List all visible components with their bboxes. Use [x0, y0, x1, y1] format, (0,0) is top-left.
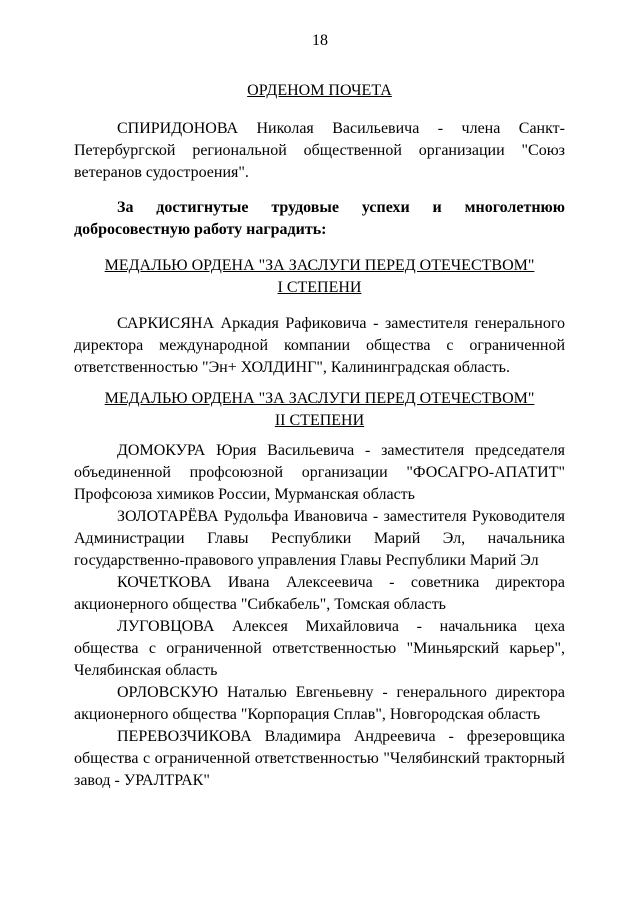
heading-line-1: МЕДАЛЬЮ ОРДЕНА "ЗА ЗАСЛУГИ ПЕРЕД ОТЕЧЕСТВОМ"	[104, 257, 535, 274]
award-entry-spiridonov: СПИРИДОНОВА Николая Васильевича - члена Санкт-Петербургской региональной общественной организации "Союз ветеранов судостроения".	[74, 120, 565, 181]
award-entry-sarkisyan: САРКИСЯНА Аркадия Рафиковича - заместителя генерального директора международной компании общества с ограниченной ответственностью "Эн+ ХОЛДИНГ", Калининградская область.	[74, 315, 565, 376]
heading-line-2: II СТЕПЕНИ	[274, 412, 365, 429]
heading-line-2: I СТЕПЕНИ	[277, 279, 362, 296]
award-entry-domokur: ДОМОКУРА Юрия Васильевича - заместителя председателя объединенной профсоюзной организации "ФОСАГРО-АПАТИТ" Профсоюза химиков России, Мурманская область	[74, 442, 565, 503]
section-heading-order-of-honor: ОРДЕНОМ ПОЧЕТА	[247, 82, 392, 99]
page-number: 18	[312, 32, 328, 49]
award-entry-lugovtsov: ЛУГОВЦОВА Алексея Михайловича - начальника цеха общества с ограниченной ответственностью "Миньярский карьер", Челябинская область	[74, 618, 565, 679]
heading-line-1: МЕДАЛЬЮ ОРДЕНА "ЗА ЗАСЛУГИ ПЕРЕД ОТЕЧЕСТВОМ"	[104, 390, 535, 407]
award-list-2nd-degree	[74, 440, 565, 792]
section-heading-medal-1st-degree	[74, 255, 565, 299]
award-entry-kochetkov: КОЧЕТКОВА Ивана Алексеевича - советника директора акционерного общества "Сибкабель", Томская область	[74, 574, 565, 613]
award-entry-orlovskaya: ОРЛОВСКУЮ Наталью Евгеньевну - генерального директора акционерного общества "Корпорация Сплав", Новгородская область	[74, 684, 565, 723]
section-heading-medal-2nd-degree	[74, 388, 565, 432]
award-entry-zolotarev: ЗОЛОТАРЁВА Рудольфа Ивановича - заместителя Руководителя Администрации Главы Республики Марий Эл, начальника государственно-правового управления Главы Республики Марий Эл	[74, 508, 565, 569]
resolution-text: За достигнутые трудовые успехи и многолетнюю добросовестную работу наградить:	[74, 199, 565, 238]
award-entry-perevozchikov: ПЕРЕВОЗЧИКОВА Владимира Андреевича - фрезеровщика общества с ограниченной ответственностью "Челябинский тракторный завод - УРАЛТРАК"	[74, 728, 565, 789]
